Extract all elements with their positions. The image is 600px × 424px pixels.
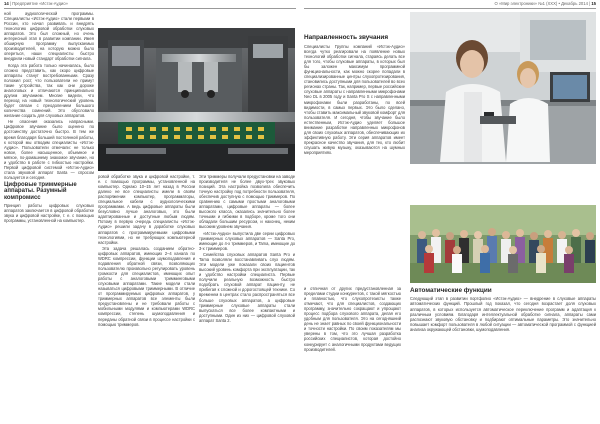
group-outdoor-photo — [410, 205, 596, 283]
right-running-header: О «Мир электроники» №1 (XXX) • Декабрь 2014 | 15 — [494, 1, 596, 6]
paragraph: ной аудиологической программы. Специалисты «Истэк-Аудио» стали первыми в России, кто начал развивать и внедрять технологию цифровой обработки слуховых аппаратов. Это был сложный, но очень интересный этап в развитии компании. Имея обширную программу выпускаемых производителей, на которую можно было опереться, наши специалисты быстро внедрили новый стандарт обработки сигнала. — [4, 11, 94, 62]
paragraph: Следующий этап в развитии портфолио «Истэк-Аудио» — внедрение в слуховые аппараты автоматических функций. Прошлый год показал, что сегодня возрастает доля слуховых аппаратов, в которых используется автоматическое переключение программ и адаптация к различным условиям. Благодаря интеллектуальной обработке сигнала, аппараты сами распознают звуковую обстановку и подбирают оптимальные параметры. Это значительно повышает комфорт пользователя в любой ситуации — автоматической программой с функцией анализа окружающей обстановки, шумоподавления. — [410, 296, 596, 332]
assembly-machine-photo — [98, 28, 295, 171]
left-column-1 — [4, 11, 94, 422]
paragraph: Принцип работы цифровых слуховых аппаратов заключается в цифровой обработке звука и цифровой настройке, т. е. с помощью программы, установленной на компьютер. — [4, 203, 94, 224]
right-running-title: О «Мир электроники» №1 (XXX) • Декабрь 2014 — [494, 1, 588, 6]
section-title-directionality: Направленность звучания — [304, 34, 389, 41]
paragraph: Не опасения оказались напрасными. Цифровое звучание было оценено по достоинству достаточно быстро. В тем же время благодаря большей постоянной работы, к которой мы отводим специалисты «Истэк-Аудио». Пользователи отмечали: не только новое, более насыщенное, объемное и мягкое, по-домашнему знакомое звучание, но и удобство в работе с гибкостью настройки. Первой цифровой системой «Истэк-Аудио» стала звуковой аппарат Santa — спросом пользуется и сегодня. — [4, 119, 94, 180]
section-heading: Автоматические функции — [410, 287, 492, 294]
paragraph: ровой обработке звука и цифровой настройке, т. е. с помощью программы, установленной на компьютер. Однако 10–15 лет назад в России далеко не все специалисты имели в своём распоряжении компьютер, программаторы, специальное кабели с аудиологическими программами. А ведь цифровые аппараты были безусловно лучше аналоговых, это были адаптированные и доступные любым людям. Потому в первую очередь специалисты «Истэк-Аудио» решили задачу в доработке слуховых аппаратов с программируемыми цифровыми технологиями, но не требующих компьютерной настройки. — [98, 174, 195, 245]
paragraph: Когда эта работа только начиналась, было сложно представить, как скоро цифровые аппараты станут востребованными. Сразу положил рост, что пользователи не примут такие устройства, так как они дороже аналоговых и отличаются принципиально другим звучанием. Многие видели, что переход на новый технологический уровень будет связан с преодолением большого количества сомнений. Это обусловило желание создать для слуховых аппаратов. — [4, 62, 94, 119]
right-column-1 — [304, 44, 405, 283]
right-page-number: 15 — [591, 1, 596, 6]
right-header-rule — [304, 8, 596, 9]
paragraph: Семейства слуховых аппаратов Santa Pro и Tama позволяли восстанавливать слух людям. Эти модели уже показали своих пациентов высокий уровень комфорта при эксплуатации, так и удобство настройки специалиста. Первые получили реальную возможность быстро подобрать слуховой аппарат пациенту, не прибегая к сложной и дорогостоящей технике. Со временем в центрах стало распространяться все больше слуховых аппаратов, а цифровые триммерные слуховые аппараты стали выпускаться все более компактными и доступными. Один из них — цифровой слуховой аппарат Santa 2. — [199, 252, 295, 323]
left-column-2 — [98, 174, 195, 422]
paragraph: и отличная от других предустановленная за пределами студии конкурентов, с такой мягкостью и плавностью, что слухопротезисты также отмечают, что для специалистов, создающих программу, значительно сокращают и упрощают процесс подбора слухового аппарата, делая его удобным для пользователя. Это на сегодняшний день не знает равных по своей функциональности и точности настройки. По своим показателям мы уверены в том, что это лучшая разработка российских специалистов, которая достойно конкурирует с аналогичными продуктами ведущих производителей. — [304, 286, 401, 352]
left-running-title: Предприятие «Истэк-Аудио» — [12, 1, 68, 6]
left-page-number: 14 — [4, 1, 9, 6]
left-header-rule — [4, 8, 296, 9]
paragraph: «Истэк-Аудио» выпустила две серии цифровых триммерных слуховых аппаратов — Santa Pro, имеющие до 4-х триммеров, и Tama, имеющие до 3-х триммеров. — [199, 230, 295, 251]
section-heading: Цифровые триммерные аппараты. Разумный компромисс — [4, 181, 77, 201]
paragraph: Эта задача решалась созданием обратно-цифровых аппаратов, имеющих 2–4 канала по WDRC компрессии, функции шумоподавления и подавления обратной связи, позволяющих пользователю произвольно регулировать уровень громкости для специалистов, имеющих опыт работы с аналоговыми тримминговыми слуховыми аппаратами. Такие модели стали называться цифровыми триммерными. В отличие от программируемых цифровых аппаратов, у триммерных аппаратов все элементы были предустановлены и не требовали работы с мобильными модулями и компьютерами WDRC компрессии, степень шумоподавления и переданы обратной связи в процессе настройки с помощью триммеров. — [98, 245, 195, 327]
left-column-3 — [199, 174, 295, 422]
paragraph: Эти триммеры получали предустановки на заводе производителя не более двух-трех звуковых позиций. Эта настройка позволила обеспечить точную настройку под потребности пользователя, обеспечив доступную с помощью триммеров. По сравнению с самыми простыми аналоговыми аппаратами, цифровые аппараты — более высокого класса, оказались значительно более точными и гибкими в подборе, кроме того они обладали большим ресурсом, и наконец, неким высоким уровнем звучания. — [199, 174, 295, 230]
right-column-2 — [304, 286, 401, 422]
lab-technicians-photo — [410, 12, 596, 164]
left-running-header: 14 | Предприятие «Истэк-Аудио» — [4, 1, 68, 6]
paragraph: Специалисты Группы компаний «Истэк-Аудио» всегда чутко реагировали на появление новых технологий обработки сигнала, стараясь делать все для того, чтобы слуховые аппараты, в которых был бы заложен максимум программной функциональности, как можно скорее попадали в специализированные центры слухопротезирования, становились доступными для пользователей во всех регионах страны. Так, например, первые российские слуховые аппараты с направленными микрофонами Neo DL в 2005 году и Santa Pro S с направленными микрофонами были разработаны, по всей видимости, в самых первых. Это было сделано, чтобы ставить максимальный звуковой комфорт для пользователя. И сегодня, чтобы звучание было естественным, Истэк-Аудио уделяет большое внимание разработке направленных микрофонов для своих слуховых аппаратов, обеспечивающих их эффективную работу. Эти серия аппаратов имеет прекрасное качество звучания, для тех, кто любит слушать живую музыку, оказываются на шумных мероприятиях. — [304, 44, 405, 155]
right-column-3 — [410, 286, 596, 422]
